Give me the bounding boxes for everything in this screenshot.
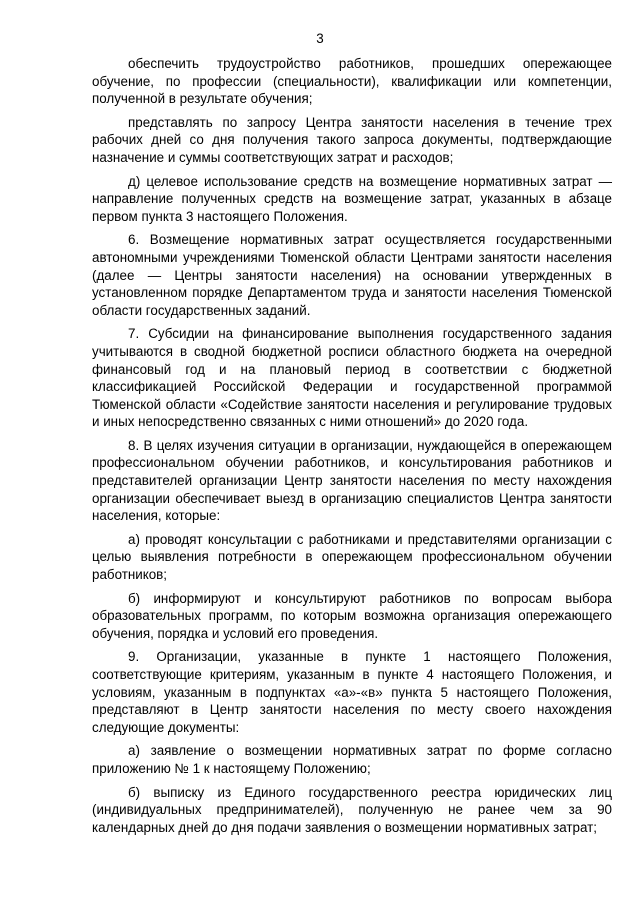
paragraph: б) информируют и консультируют работников по вопросам выбора образовательных программ, по которым возможна организация опережающего обучения, порядка и условий его проведения. xyxy=(92,590,612,641)
paragraph: д) целевое использование средств на возмещение нормативных затрат — направление полученных средств на возмещение затрат, указанных в абзаце первом пункта 3 настоящего Положения. xyxy=(92,173,612,224)
paragraph: 9. Организации, указанные в пункте 1 настоящего Положения, соответствующие критериям, указанным в пункте 4 настоящего Положения, и условиям, указанным в подпунктах «а»-«в» пункта 5 настоящего Положения, представляют в Центр занятости населения по месту своего нахождения следующие документы: xyxy=(92,649,612,735)
document-body xyxy=(92,55,612,842)
paragraph: 6. Возмещение нормативных затрат осуществляется государственными автономными учреждениями Тюменской области Центрами занятости населения (далее — Центры занятости населения) на основании утвержденных в установленном порядке Департаментом труда и занятости населения Тюменской области государственных заданий. xyxy=(92,232,612,318)
paragraph: а) проводят консультации с работниками и представителями организации с целью выявления потребности в опережающем профессиональном обучении работников; xyxy=(92,531,612,583)
paragraph: б) выписку из Единого государственного реестра юридических лиц (индивидуальных предпринимателей), полученную не ранее чем за 90 календарных дней до дня подачи заявления о возмещении нормативных затрат; xyxy=(92,784,612,835)
paragraph: 8. В целях изучения ситуации в организации, нуждающейся в опережающем профессиональном обучении работников, и консультирования работников и представителей организации Центр занятости населения по месту нахождения организации обеспечивает выезд в организацию специалистов Центра занятости населения, которые: xyxy=(92,437,612,524)
paragraph: представлять по запросу Центра занятости населения в течение трех рабочих дней со дня получения такого запроса документы, подтверждающие назначение и суммы соответствующих затрат и расходов; xyxy=(92,114,612,165)
paragraph: обеспечить трудоустройство работников, прошедших опережающее обучение, по профессии (специальности), квалификации или компетенции, полученной в результате обучения; xyxy=(92,56,612,107)
paragraph: 7. Субсидии на финансирование выполнения государственного задания учитываются в сводной бюджетной росписи областного бюджета на очередной финансовый год и на плановый период в соответствии с бюджетной классификацией Российской Федерации и государственной программой Тюменской области «Содействие занятости населения и регулирование трудовых и иных непосредственно связанных с ними отношений» до 2020 года. xyxy=(92,326,612,430)
page-number: 3 xyxy=(316,31,324,46)
paragraph: а) заявление о возмещении нормативных затрат по форме согласно приложению № 1 к настоящему Положению; xyxy=(92,743,612,776)
